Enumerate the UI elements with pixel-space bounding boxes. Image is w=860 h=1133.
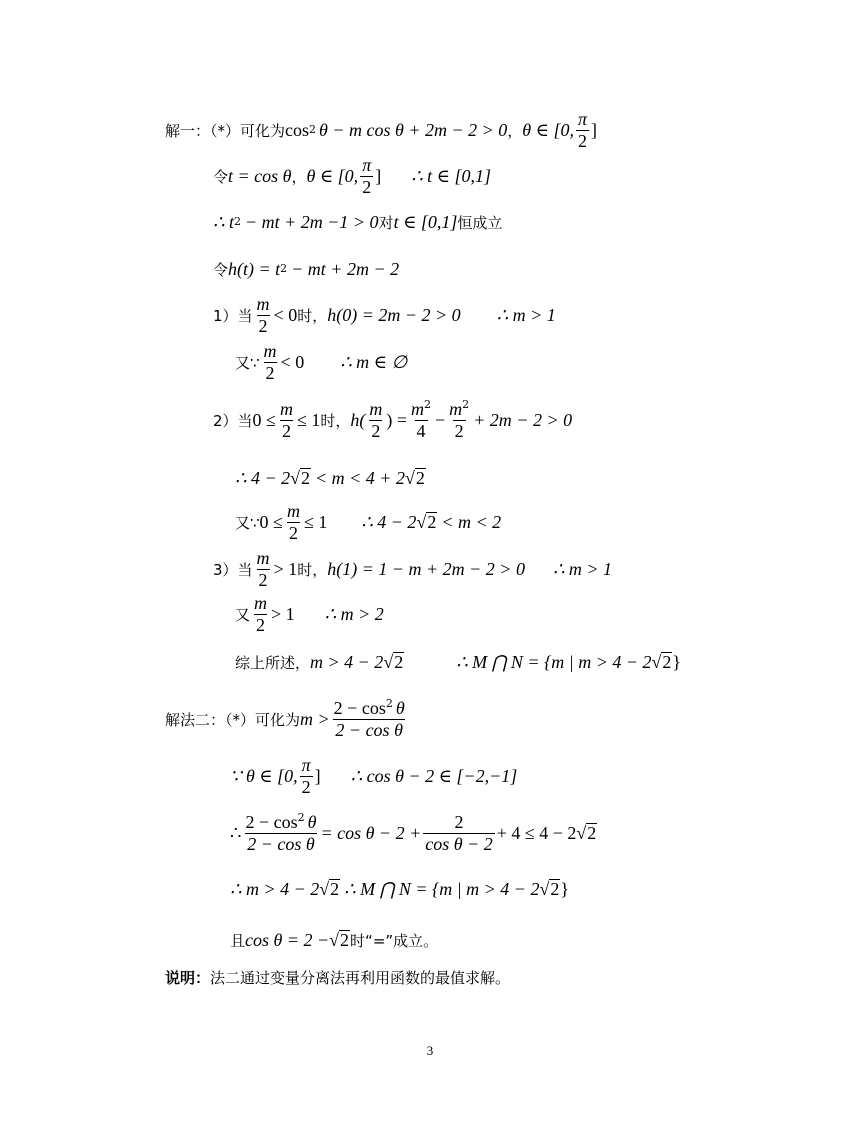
- bracket: ]: [375, 165, 382, 186]
- pre: 0 ≤: [259, 511, 283, 532]
- frac-num: m: [369, 398, 383, 419]
- conclusion: ∴ m > 1: [496, 304, 556, 325]
- ling: 令: [213, 167, 229, 186]
- frac-den: 2: [265, 362, 275, 383]
- note-text: 法二通过变量分离法再利用函数的最值求解。: [210, 968, 511, 987]
- because: ∵ θ ∈ [0,: [230, 765, 298, 786]
- pi-over-2: [576, 110, 589, 151]
- domain: θ ∈ [0,: [306, 165, 359, 186]
- radicand: 2: [394, 651, 404, 672]
- frac-den: 4: [416, 420, 426, 441]
- note: [165, 954, 510, 1000]
- t-in: t ∈ [0,1]: [393, 211, 458, 232]
- conclusion: ∴ 4 − 2: [361, 511, 417, 532]
- label: 2）当: [213, 411, 253, 430]
- frac-num: m: [279, 398, 293, 419]
- label: 1）当: [213, 306, 253, 325]
- conclusion: ∴ M ⋂ N = {m | m > 4 − 2: [456, 651, 652, 672]
- radicand: 2: [427, 511, 437, 532]
- sqrt: √ 2: [576, 822, 597, 843]
- radicand: 2: [662, 651, 672, 672]
- sqrt: √ 2: [539, 878, 560, 899]
- m-over-2: [255, 295, 272, 336]
- you: 又∵: [235, 353, 260, 372]
- h: h(: [350, 409, 366, 430]
- conclusion-2: < m < 2: [441, 511, 502, 532]
- m-over-2: [285, 502, 302, 543]
- conclusion: ∴ cos θ − 2 ∈ [−2,−1]: [350, 765, 518, 786]
- sol2-line-3: [230, 810, 597, 856]
- eq: = cos θ − 2 +: [320, 822, 422, 843]
- mid: < m < 4 + 2: [315, 467, 405, 488]
- sol2-frac: [332, 696, 407, 740]
- frac-num: m: [449, 398, 463, 419]
- you: 又∵: [235, 513, 260, 532]
- frac-num: m: [263, 340, 277, 361]
- expr: h(1) = 1 − m + 2m − 2 > 0: [327, 558, 525, 579]
- m-over-2: [252, 594, 269, 635]
- conclusion: ∴ M ⋂ N = {m | m > 4 − 2: [344, 878, 540, 899]
- frac-num: 2 − cos: [245, 811, 298, 832]
- comma: ，: [291, 167, 307, 186]
- sol1-domain: θ ∈ [0,: [522, 119, 574, 140]
- case-2b: [235, 455, 426, 501]
- m-gt: m >: [300, 708, 330, 729]
- label: 综上所述，: [235, 653, 311, 672]
- frac-den: 2: [258, 569, 268, 590]
- dui: 对: [378, 213, 394, 232]
- theta: θ: [395, 697, 405, 718]
- sol2-line-4: [230, 866, 569, 912]
- sol1-line-1: 解一：（*）可化为 cos 2 θ − m cos θ + 2m − 2 > 0 ， θ ∈ [0, $\frac{\pi}{2}$ ]: [165, 108, 597, 151]
- sq: 2: [297, 810, 305, 824]
- m-over-2: [255, 549, 272, 590]
- rest: + 2m − 2 > 0: [473, 409, 573, 430]
- case-2c: [235, 499, 501, 545]
- ling: 令: [213, 260, 229, 279]
- frac-den: 2: [577, 130, 587, 151]
- cond: ≤ 1: [303, 511, 328, 532]
- frac-den: 2: [371, 420, 381, 441]
- sq: 2: [385, 696, 393, 710]
- sol2-line-2: [230, 753, 517, 799]
- bracket: ]: [314, 765, 321, 786]
- m-over-2: [262, 342, 279, 383]
- pre: 0 ≤: [252, 409, 276, 430]
- case-1b: [235, 339, 407, 385]
- frac-num: m: [411, 398, 424, 419]
- sqrt: √ 2: [416, 511, 437, 532]
- m-over-2: [367, 400, 384, 441]
- case-3b: [235, 591, 384, 637]
- qie: 且: [230, 931, 246, 950]
- h-def: h(t) = t: [228, 258, 281, 279]
- sol1-line-2: [213, 153, 491, 199]
- radicand: 2: [330, 878, 340, 899]
- radicand: 2: [301, 467, 310, 488]
- radicand: 2: [550, 878, 560, 899]
- cond: < 0: [280, 351, 305, 372]
- frac-den: 2: [301, 776, 311, 797]
- rest: − mt + 2m −1 > 0: [244, 211, 379, 232]
- sqrt: √ 2: [290, 467, 310, 488]
- two-over-cos: [423, 813, 494, 854]
- sol1-line-3: ∴ t 2 − mt + 2m −1 > 0 对 t ∈ [0,1] 恒成立: [213, 211, 503, 232]
- brace: }: [560, 878, 569, 899]
- bracket: ]: [591, 119, 597, 140]
- frac-den: 2: [256, 614, 266, 635]
- cond: ≤ 1: [296, 409, 321, 430]
- pi-over-2: [360, 156, 373, 197]
- shi: 时，: [320, 411, 351, 430]
- frac-den: 2: [454, 420, 464, 441]
- conclusion: ∴ m ∈ ∅: [340, 351, 408, 372]
- sol1-line-4: 令 h(t) = t 2 − mt + 2m − 2: [213, 258, 400, 279]
- m2-over-4: [409, 397, 433, 441]
- sq: 2: [462, 397, 470, 411]
- m2-over-2: [447, 397, 471, 441]
- cond: > 1: [273, 558, 298, 579]
- frac-num: m: [256, 547, 270, 568]
- pi-over-2: [300, 756, 313, 797]
- conclusion: ∴ t ∈ [0,1]: [411, 165, 492, 186]
- cond: < 0: [273, 304, 298, 325]
- cos-eq: cos θ = 2 −: [245, 929, 330, 950]
- m-over-2: [278, 400, 295, 441]
- note-label: 说明：: [165, 968, 211, 987]
- sol1-ineq: θ − m cos θ + 2m − 2 > 0: [319, 119, 508, 140]
- case-1: [213, 292, 556, 338]
- label: 3）当: [213, 560, 253, 579]
- page-number: 3: [426, 1043, 434, 1058]
- rest: − mt + 2m − 2: [291, 258, 400, 279]
- frac-num: π: [577, 108, 587, 129]
- sol2-line-1: [165, 696, 409, 742]
- brace: }: [672, 651, 682, 672]
- minus: −: [435, 409, 446, 430]
- expr: h(0) = 2m − 2 > 0: [327, 304, 461, 325]
- frac-num: m: [286, 500, 300, 521]
- sol1-comma: ，: [507, 121, 523, 140]
- frac-num: π: [301, 754, 311, 775]
- sqrt: √ 2: [404, 467, 425, 488]
- sqrt: √ 2: [383, 651, 404, 672]
- cond: > 1: [271, 603, 295, 624]
- shi: 时“=”成立。: [350, 931, 439, 950]
- conclusion: ∴ m > 2: [324, 603, 384, 624]
- expr: ∴ m > 4 − 2: [230, 878, 320, 899]
- heng: 恒成立: [457, 213, 503, 232]
- hc: ) =: [386, 409, 407, 430]
- frac-num: 2 − cos: [333, 697, 386, 718]
- expr: m > 4 − 2: [310, 651, 384, 672]
- frac-num: π: [362, 154, 372, 175]
- sqrt: √ 2: [651, 651, 672, 672]
- frac-num: m: [254, 592, 268, 613]
- frac-den: 2 − cos θ: [335, 719, 403, 740]
- frac-den: 2: [362, 176, 372, 197]
- frac-den: 2 − cos θ: [247, 833, 315, 854]
- radicand: 2: [587, 822, 597, 843]
- sqrt: √ 2: [319, 878, 340, 899]
- rest: + 4 ≤ 4 − 2: [496, 822, 577, 843]
- pre: ∴ 4 − 2: [235, 467, 291, 488]
- radicand: 2: [340, 929, 350, 950]
- shi: 时，: [297, 306, 328, 325]
- sq: 2: [424, 397, 431, 411]
- therefore: ∴: [230, 822, 242, 843]
- frac-den: 2: [288, 522, 298, 543]
- frac-den: cos θ − 2: [425, 833, 493, 854]
- sqrt: √ 2: [329, 929, 350, 950]
- shi: 时，: [297, 560, 328, 579]
- case-3: [213, 546, 612, 592]
- frac-den: 2: [281, 420, 291, 441]
- theta: θ: [307, 811, 317, 832]
- t-eq: t = cos θ: [228, 165, 292, 186]
- you: 又: [235, 605, 251, 624]
- conclusion: ∴ m > 1: [552, 558, 613, 579]
- sol1-intro: 解一：（*）可化为: [165, 121, 286, 140]
- sol2-intro: 解法二：（*）可化为: [165, 710, 301, 729]
- frac-den: 2: [258, 315, 268, 336]
- sol2-frac: [243, 810, 318, 854]
- case-2: [213, 397, 572, 443]
- radicand: 2: [415, 467, 425, 488]
- sol1-cos: cos: [285, 119, 310, 140]
- frac-num: m: [256, 293, 270, 314]
- lhs: ∴ t: [213, 211, 234, 232]
- summary: [235, 639, 681, 685]
- frac-num: 2: [454, 811, 464, 832]
